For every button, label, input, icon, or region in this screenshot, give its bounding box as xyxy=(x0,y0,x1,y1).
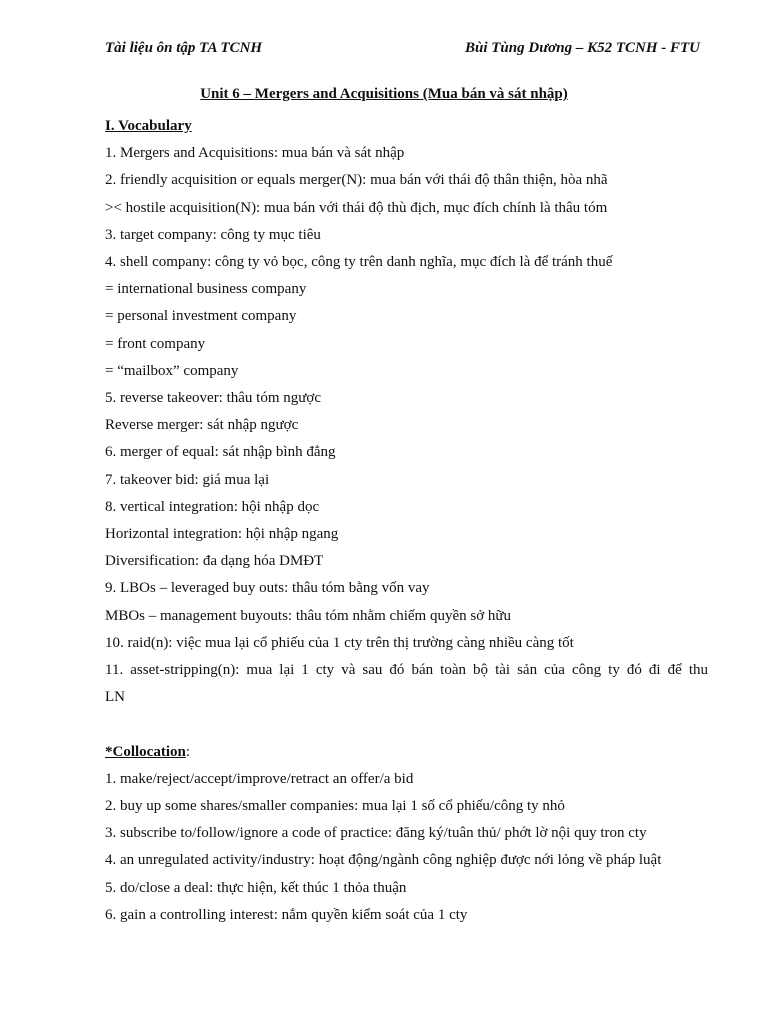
vocabulary-item: Diversification: đa dạng hóa DMĐT xyxy=(105,553,324,570)
page-header xyxy=(105,40,700,57)
collocation-item: 4. an unregulated activity/industry: hoạt động/ngành công nghiệp được nới lỏng về pháp luật xyxy=(105,852,662,869)
vocabulary-item: 2. friendly acquisition or equals merger(N): mua bán với thái độ thân thiện, hòa nhã xyxy=(105,172,608,189)
page-title: Unit 6 – Mergers and Acquisitions (Mua bán và sát nhập) xyxy=(200,86,568,102)
collocation-item: 3. subscribe to/follow/ignore a code of practice: đăng ký/tuân thủ/ phớt lờ nội quy tron cty xyxy=(105,825,647,842)
vocabulary-item: = international business company xyxy=(105,281,307,298)
vocabulary-item: = front company xyxy=(105,335,206,352)
vocabulary-item: = personal investment company xyxy=(105,308,297,325)
vocabulary-item: 4. shell company: công ty vỏ bọc, công ty trên danh nghĩa, mục đích là để tránh thuế xyxy=(105,254,613,271)
vocabulary-heading: I. Vocabulary xyxy=(105,118,192,134)
vocabulary-item: 1. Mergers and Acquisitions: mua bán và sát nhập xyxy=(105,145,405,162)
vocabulary-item: Horizontal integration: hội nhập ngang xyxy=(105,526,339,543)
vocabulary-item-11-line2: LN xyxy=(105,689,125,706)
collocation-heading: *Collocation xyxy=(105,743,186,760)
vocabulary-item: 8. vertical integration: hội nhập dọc xyxy=(105,498,320,515)
vocabulary-item: 7. takeover bid: giá mua lại xyxy=(105,471,270,488)
vocabulary-item: = “mailbox” company xyxy=(105,362,239,379)
document-body xyxy=(105,113,708,929)
vocabulary-item: >< hostile acquisition(N): mua bán với thái độ thù địch, mục đích chính là thâu tóm xyxy=(105,199,608,216)
vocabulary-item: 10. raid(n): việc mua lại cổ phiếu của 1 cty trên thị trường càng nhiều càng tốt xyxy=(105,634,574,651)
collocation-item: 2. buy up some shares/smaller companies: mua lại 1 số cổ phiếu/công ty nhỏ xyxy=(105,798,565,815)
vocabulary-item: MBOs – management buyouts: thâu tóm nhằm chiếm quyền sở hữu xyxy=(105,607,512,624)
header-left: Tài liệu ôn tập TA TCNH xyxy=(105,40,263,56)
collocation-item: 5. do/close a deal: thực hiện, kết thúc 1 thỏa thuận xyxy=(105,879,407,896)
vocabulary-list xyxy=(105,140,708,711)
collocation-heading-line xyxy=(105,739,708,766)
collocation-item: 6. gain a controlling interest: nắm quyền kiểm soát của 1 cty xyxy=(105,906,468,923)
collocation-list xyxy=(105,766,708,929)
vocabulary-item-11-line1: 11. asset-stripping(n): mua lại 1 cty và sau đó bán toàn bộ tài sản của công ty đó đi để thu xyxy=(105,662,708,679)
header-right: Bùi Tùng Dương – K52 TCNH - FTU xyxy=(465,40,700,56)
collocation-colon: : xyxy=(185,743,191,760)
collocation-item: 1. make/reject/accept/improve/retract an offer/a bid xyxy=(105,770,414,787)
vocabulary-item: Reverse merger: sát nhập ngược xyxy=(105,417,299,434)
vocabulary-item: 3. target company: công ty mục tiêu xyxy=(105,226,321,243)
vocabulary-item: 6. merger of equal: sát nhập bình đẳng xyxy=(105,444,336,461)
vocabulary-item: 5. reverse takeover: thâu tóm ngược xyxy=(105,390,321,407)
vocabulary-item: 9. LBOs – leveraged buy outs: thâu tóm bằng vốn vay xyxy=(105,580,430,597)
